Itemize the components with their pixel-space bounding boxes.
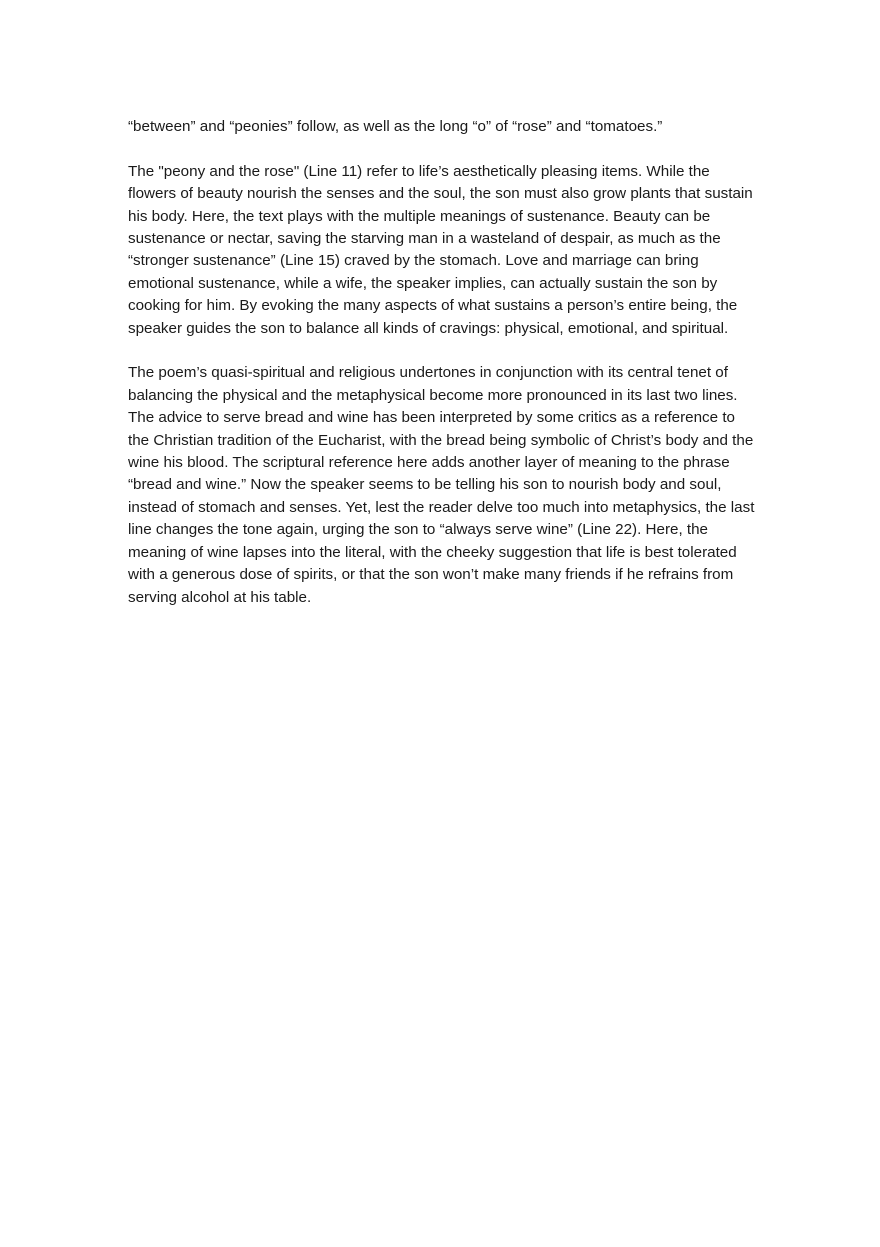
paragraph-1: “between” and “peonies” follow, as well as the long “o” of “rose” and “tomatoes.” <box>128 118 663 135</box>
paragraph-3: The poem’s quasi-spiritual and religious undertones in conjunction with its central tenet of balancing the physical and the metaphysical become more pronounced in its last two lines. The advice to serve bread and wine has been interpreted by some critics as a reference to the Christian tradition of the Eucharist, with the bread being symbolic of Christ’s body and the wine his blood. The scriptural reference here adds another layer of meaning to the phrase “bread and wine.” Now the speaker seems to be telling his son to nourish body and soul, instead of stomach and senses. Yet, lest the reader delve too much into metaphysics, the last line changes the tone again, urging the son to “always serve wine” (Line 22). Here, the meaning of wine lapses into the literal, with the cheeky suggestion that life is best tolerated with a generous dose of spirits, or that the son won’t make many friends if he refrains from serving alcohol at his table. <box>128 364 755 606</box>
document-body <box>128 116 760 631</box>
paragraph-2: The "peony and the rose" (Line 11) refer to life’s aesthetically pleasing items. While the flowers of beauty nourish the senses and the soul, the son must also grow plants that sustain his body. Here, the text plays with the multiple meanings of sustenance. Beauty can be sustenance or nectar, saving the starving man in a wasteland of despair, as much as the “stronger sustenance” (Line 15) craved by the stomach. Love and marriage can bring emotional sustenance, while a wife, the speaker implies, can actually sustain the son by cooking for him. By evoking the many aspects of what sustains a person’s entire being, the speaker guides the son to balance all kinds of cravings: physical, emotional, and spiritual. <box>128 162 753 337</box>
